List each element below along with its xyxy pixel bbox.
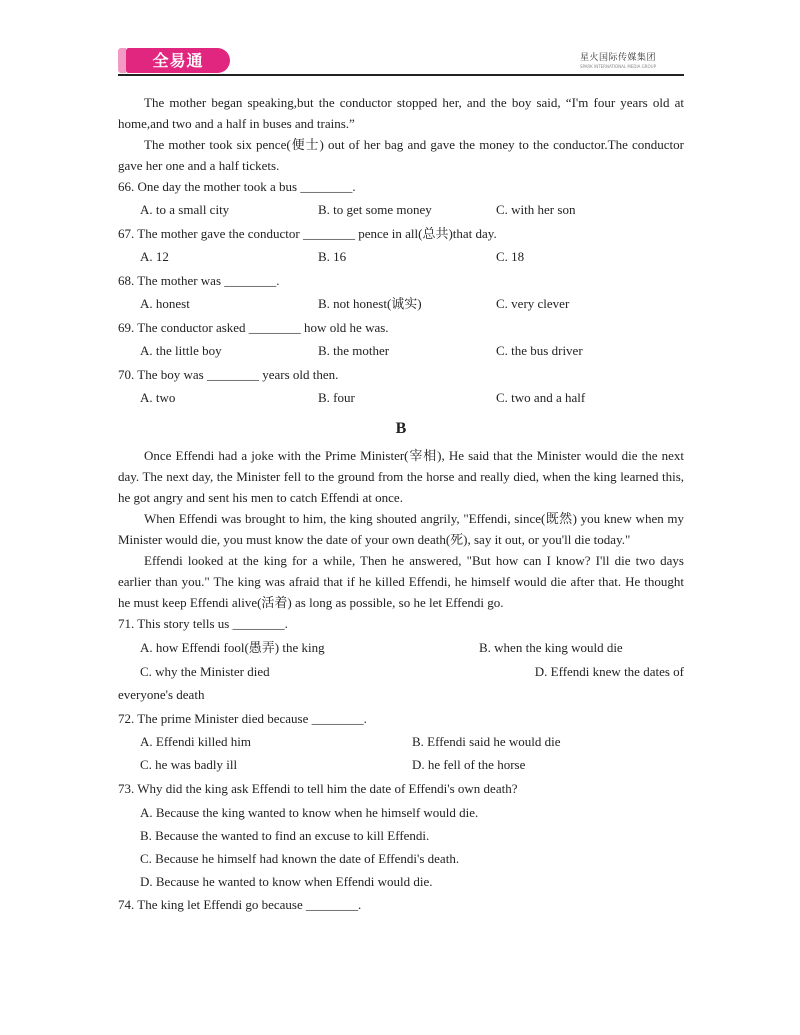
section-b-title: B (395, 420, 407, 437)
question-69 (118, 317, 684, 361)
question-74 (118, 894, 684, 915)
question-67 (118, 223, 684, 267)
option-c: C. two and a half (496, 390, 586, 405)
question-72 (118, 708, 684, 775)
passage-a-paragraph: The mother began speaking,but the conductor stopped her, and the boy said, “I'm four years old at home,and two and a half in buses and trains.” (118, 95, 684, 131)
question-stem: 70. The boy was ________ years old then. (118, 367, 339, 382)
page-header (118, 46, 684, 78)
option-c: C. the bus driver (496, 343, 583, 358)
option-b: B. Because the wanted to find an excuse to kill Effendi. (140, 828, 430, 843)
option-c: C. he was badly ill (140, 757, 238, 772)
page-content (118, 92, 684, 915)
question-66 (118, 176, 684, 220)
option-c: C. Because he himself had known the date of Effendi's death. (140, 851, 460, 866)
passage-b-paragraph: Once Effendi had a joke with the Prime Minister(宰相), He said that the Minister would die the next day. The next day, the Minister fell to the ground from the horse and really died, when the king learned this, he got angry and sent his men to catch Effendi at once. (118, 448, 684, 505)
brand-name: 星火国际传媒集团 (579, 53, 656, 63)
brand-subtitle: SPARK INTERNATIONAL MEDIA GROUP (579, 64, 656, 69)
passage-a-paragraph: The mother took six pence(便士) out of her bag and gave the money to the conductor.The conductor gave her one and a half tickets. (118, 137, 684, 173)
option-b: B. when the king would die (479, 640, 623, 655)
option-a: A. the little boy (140, 343, 222, 358)
question-stem: 67. The mother gave the conductor ________ pence in all(总共)that day. (118, 226, 497, 241)
option-b: B. four (318, 390, 355, 405)
question-71 (118, 613, 684, 705)
passage-b-paragraph: When Effendi was brought to him, the king shouted angrily, "Effendi, since(既然) you knew when my Minister would die, you must know the date of your own death(死), say it out, or you'll die today." (118, 511, 684, 547)
option-b: B. 16 (318, 249, 347, 264)
option-d: D. he fell of the horse (412, 757, 526, 772)
option-a: A. 12 (140, 249, 169, 264)
option-c: C. with her son (496, 202, 576, 217)
option-d: D. Because he wanted to know when Effendi would die. (140, 874, 433, 889)
question-stem: 71. This story tells us ________. (118, 616, 288, 631)
header-divider (118, 74, 684, 76)
option-d-continuation: everyone's death (118, 687, 205, 702)
question-stem: 66. One day the mother took a bus ________. (118, 179, 356, 194)
question-stem: 68. The mother was ________. (118, 273, 280, 288)
question-stem: 74. The king let Effendi go because ________. (118, 897, 362, 912)
question-stem: 69. The conductor asked ________ how old he was. (118, 320, 389, 335)
question-stem: 72. The prime Minister died because ________. (118, 711, 367, 726)
option-a: A. honest (140, 296, 190, 311)
option-a: A. Effendi killed him (140, 734, 251, 749)
option-b: B. to get some money (318, 202, 432, 217)
passage-b-paragraph: Effendi looked at the king for a while, Then he answered, "But how can I know? I'll die two days earlier than you." The king was afraid that if he killed Effendi, he himself would die after that. He thought he must keep Effendi alive(活着) as long as possible, so he let Effendi go. (118, 553, 684, 610)
question-70 (118, 364, 684, 408)
option-a: A. to a small city (140, 202, 230, 217)
brand-block (580, 50, 656, 69)
option-a: A. two (140, 390, 176, 405)
option-a: A. how Effendi fool(愚弄) the king (140, 640, 325, 655)
option-c: C. why the Minister died (140, 664, 270, 679)
option-b: B. the mother (318, 343, 390, 358)
option-b: B. not honest(诚实) (318, 296, 422, 311)
option-b: B. Effendi said he would die (412, 734, 561, 749)
question-stem: 73. Why did the king ask Effendi to tell him the date of Effendi's own death? (118, 781, 518, 796)
option-c: C. very clever (496, 296, 570, 311)
option-c: C. 18 (496, 249, 525, 264)
question-73 (118, 778, 684, 892)
option-d: D. Effendi knew the dates of (534, 664, 684, 679)
option-a: A. Because the king wanted to know when he himself would die. (140, 805, 479, 820)
publisher-logo: 全易通 (126, 48, 230, 73)
question-68 (118, 270, 684, 314)
